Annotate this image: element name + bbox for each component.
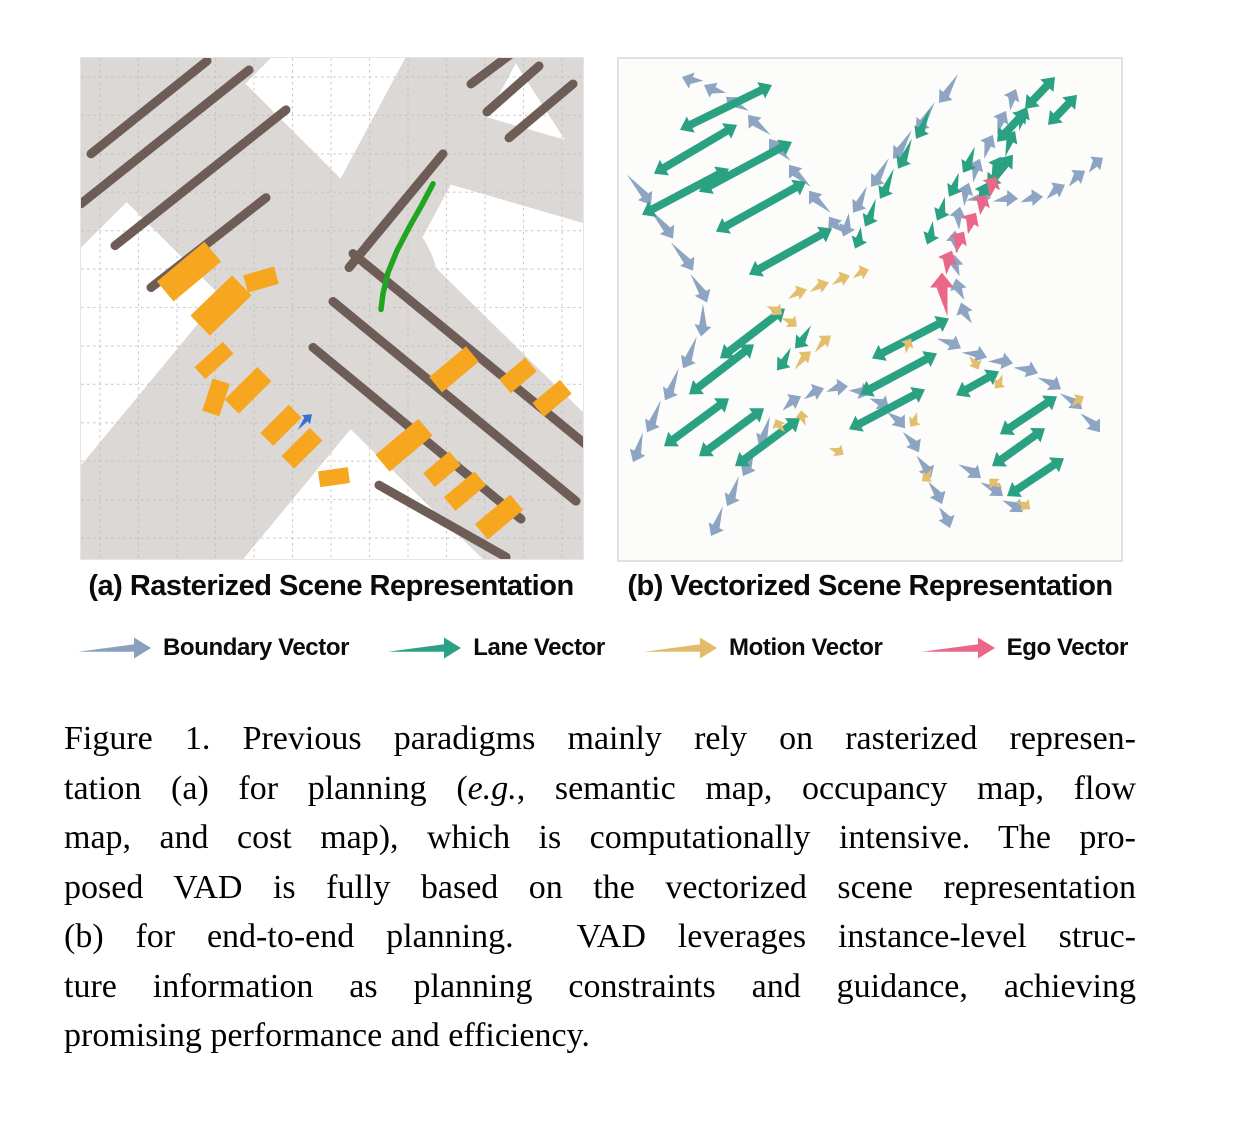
- panel-a-rasterized-scene: [80, 57, 584, 560]
- vectorized-scene-image: [619, 59, 1121, 560]
- panel-a-label: (a) Rasterized Scene Representation: [88, 569, 574, 602]
- caption-line: Figure 1. Previous paradigms mainly rely on rasterized represen-: [64, 720, 1136, 757]
- caption-line: (b) for end-to-end planning. VAD leverages instance-level struc-: [64, 918, 1136, 955]
- panel-b-label: (b) Vectorized Scene Representation: [627, 569, 1113, 602]
- boundary-arrow-icon: [76, 635, 154, 661]
- caption-line: ture information as planning constraints and guidance, achieving: [64, 967, 1136, 1005]
- legend-label: Ego Vector: [1006, 634, 1128, 661]
- legend-item-boundary-vector: [76, 634, 349, 662]
- ego-arrow-icon: [920, 635, 998, 661]
- rasterized-scene-image: [81, 58, 583, 559]
- legend-item-lane-vector: [386, 634, 605, 662]
- caption-line: promising performance and efficiency.: [64, 1017, 590, 1054]
- caption-line: posed VAD is fully based on the vectorized scene representation: [64, 868, 1136, 906]
- panel-b-vectorized-scene: [617, 57, 1123, 562]
- caption-line: tation (a) for planning (e.g., semantic map, occupancy map, flow: [64, 769, 1136, 807]
- vector-legend: [76, 634, 1128, 662]
- legend-item-ego-vector: [920, 634, 1128, 662]
- motion-arrow-icon: [642, 635, 720, 661]
- legend-label: Boundary Vector: [163, 634, 350, 661]
- caption-line: map, and cost map), which is computationally intensive. The pro-: [64, 819, 1136, 856]
- legend-item-motion-vector: [642, 634, 882, 662]
- lane-arrow-icon: [386, 635, 464, 661]
- legend-label: Motion Vector: [729, 634, 883, 661]
- figure-caption: [64, 714, 1136, 1061]
- legend-label: Lane Vector: [473, 634, 605, 661]
